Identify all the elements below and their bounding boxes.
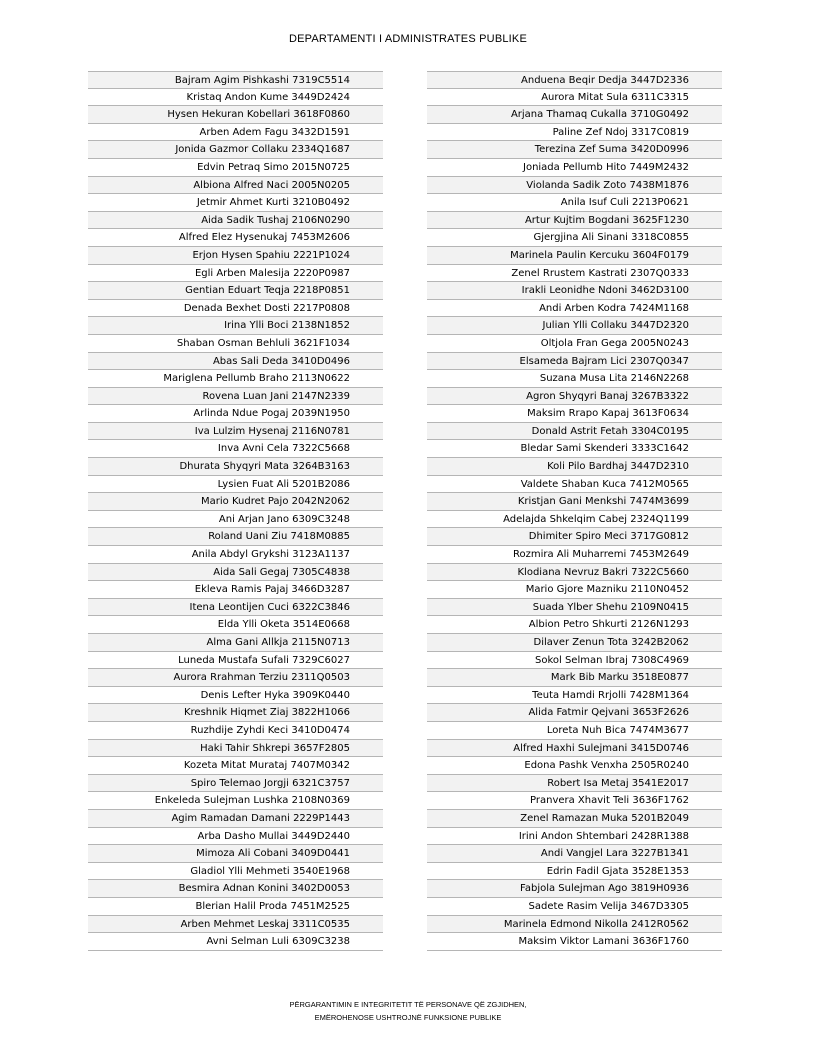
list-item: Ani Arjan Jano 6309C3248 — [88, 511, 383, 529]
list-item: Gladiol Ylli Mehmeti 3540E1968 — [88, 863, 383, 881]
document-footer — [0, 998, 816, 1024]
list-item: Arlinda Ndue Pogaj 2039N1950 — [88, 405, 383, 423]
list-item: Robert Isa Metaj 3541E2017 — [427, 775, 722, 793]
list-item: Rovena Luan Jani 2147N2339 — [88, 388, 383, 406]
list-item: Gentian Eduart Teqja 2218P0851 — [88, 282, 383, 300]
list-item: Mariglena Pellumb Braho 2113N0622 — [88, 370, 383, 388]
list-item: Anduena Beqir Dedja 3447D2336 — [427, 71, 722, 89]
list-item: Julian Ylli Collaku 3447D2320 — [427, 317, 722, 335]
list-item: Denada Bexhet Dosti 2217P0808 — [88, 300, 383, 318]
list-item: Mark Bib Marku 3518E0877 — [427, 669, 722, 687]
list-item: Alida Fatmir Qejvani 3653F2626 — [427, 704, 722, 722]
list-item: Haki Tahir Shkrepi 3657F2805 — [88, 740, 383, 758]
list-item: Arba Dasho Mullai 3449D2440 — [88, 828, 383, 846]
list-item: Inva Avni Cela 7322C5668 — [88, 440, 383, 458]
list-item: Kristjan Gani Menkshi 7474M3699 — [427, 493, 722, 511]
list-item: Itena Leontijen Cuci 6322C3846 — [88, 599, 383, 617]
list-item: Zenel Ramazan Muka 5201B2049 — [427, 810, 722, 828]
list-item: Edona Pashk Venxha 2505R0240 — [427, 757, 722, 775]
list-item: Teuta Hamdi Rrjolli 7428M1364 — [427, 687, 722, 705]
list-item: Maksim Viktor Lamani 3636F1760 — [427, 933, 722, 951]
list-item: Elsameda Bajram Lici 2307Q0347 — [427, 353, 722, 371]
list-item: Elda Ylli Oketa 3514E0668 — [88, 616, 383, 634]
list-item: Aurora Rrahman Terziu 2311Q0503 — [88, 669, 383, 687]
list-item: Andi Vangjel Lara 3227B1341 — [427, 845, 722, 863]
list-item: Enkeleda Sulejman Lushka 2108N0369 — [88, 792, 383, 810]
list-item: Marinela Paulin Kercuku 3604F0179 — [427, 247, 722, 265]
list-item: Egli Arben Malesija 2220P0987 — [88, 265, 383, 283]
list-item: Loreta Nuh Bica 7474M3677 — [427, 722, 722, 740]
list-item: Lysien Fuat Ali 5201B2086 — [88, 476, 383, 494]
list-item: Bajram Agim Pishkashi 7319C5514 — [88, 71, 383, 89]
list-item: Pranvera Xhavit Teli 3636F1762 — [427, 792, 722, 810]
list-item: Kozeta Mitat Murataj 7407M0342 — [88, 757, 383, 775]
list-item: Avni Selman Luli 6309C3238 — [88, 933, 383, 951]
right-name-list — [427, 71, 722, 951]
list-item: Artur Kujtim Bogdani 3625F1230 — [427, 212, 722, 230]
list-item: Zenel Rrustem Kastrati 2307Q0333 — [427, 265, 722, 283]
list-item: Arben Adem Fagu 3432D1591 — [88, 124, 383, 142]
list-item: Luneda Mustafa Sufali 7329C6027 — [88, 652, 383, 670]
list-item: Irina Ylli Boci 2138N1852 — [88, 317, 383, 335]
list-item: Kreshnik Hiqmet Ziaj 3822H1066 — [88, 704, 383, 722]
document-title: DEPARTAMENTI I ADMINISTRATES PUBLIKE — [288, 33, 528, 45]
list-item: Dhurata Shyqyri Mata 3264B3163 — [88, 458, 383, 476]
list-item: Spiro Telemao Jorgji 6321C3757 — [88, 775, 383, 793]
list-item: Aida Sadik Tushaj 2106N0290 — [88, 212, 383, 230]
list-item: Dhimiter Spiro Meci 3717G0812 — [427, 528, 722, 546]
list-item: Arjana Thamaq Cukalla 3710G0492 — [427, 106, 722, 124]
list-item: Alfred Haxhi Sulejmani 3415D0746 — [427, 740, 722, 758]
list-item: Abas Sali Deda 3410D0496 — [88, 353, 383, 371]
list-item: Aida Sali Gegaj 7305C4838 — [88, 564, 383, 582]
left-name-list — [88, 71, 383, 951]
list-item: Besmira Adnan Konini 3402D0053 — [88, 880, 383, 898]
list-item: Suzana Musa Lita 2146N2268 — [427, 370, 722, 388]
list-item: Albiona Alfred Naci 2005N0205 — [88, 177, 383, 195]
list-item: Irakli Leonidhe Ndoni 3462D3100 — [427, 282, 722, 300]
list-item: Denis Lefter Hyka 3909K0440 — [88, 687, 383, 705]
list-item: Blerian Halil Proda 7451M2525 — [88, 898, 383, 916]
list-item: Jonida Gazmor Collaku 2334Q1687 — [88, 141, 383, 159]
list-item: Agron Shyqyri Banaj 3267B3322 — [427, 388, 722, 406]
list-item: Shaban Osman Behluli 3621F1034 — [88, 335, 383, 353]
list-item: Kristaq Andon Kume 3449D2424 — [88, 89, 383, 107]
list-item: Sokol Selman Ibraj 7308C4969 — [427, 652, 722, 670]
list-item: Edrin Fadil Gjata 3528E1353 — [427, 863, 722, 881]
list-item: Oltjola Fran Gega 2005N0243 — [427, 335, 722, 353]
list-item: Violanda Sadik Zoto 7438M1876 — [427, 177, 722, 195]
list-item: Terezina Zef Suma 3420D0996 — [427, 141, 722, 159]
list-item: Mario Gjore Mazniku 2110N0452 — [427, 581, 722, 599]
list-item: Irini Andon Shtembari 2428R1388 — [427, 828, 722, 846]
list-item: Anila Isuf Culi 2213P0621 — [427, 194, 722, 212]
list-item: Andi Arben Kodra 7424M1168 — [427, 300, 722, 318]
list-item: Koli Pilo Bardhaj 3447D2310 — [427, 458, 722, 476]
footer-line-1: PËRGARANTIMIN E INTEGRITETIT TË PERSONAVE QË ZGJIDHEN, — [289, 1000, 527, 1009]
list-item: Agim Ramadan Damani 2229P1443 — [88, 810, 383, 828]
list-item: Mario Kudret Pajo 2042N2062 — [88, 493, 383, 511]
list-item: Erjon Hysen Spahiu 2221P1024 — [88, 247, 383, 265]
list-item: Roland Uani Ziu 7418M0885 — [88, 528, 383, 546]
list-item: Marinela Edmond Nikolla 2412R0562 — [427, 916, 722, 934]
list-item: Hysen Hekuran Kobellari 3618F0860 — [88, 106, 383, 124]
list-item: Gjergjina Ali Sinani 3318C0855 — [427, 229, 722, 247]
list-item: Paline Zef Ndoj 3317C0819 — [427, 124, 722, 142]
list-item: Maksim Rrapo Kapaj 3613F0634 — [427, 405, 722, 423]
list-item: Jetmir Ahmet Kurti 3210B0492 — [88, 194, 383, 212]
list-item: Arben Mehmet Leskaj 3311C0535 — [88, 916, 383, 934]
list-item: Donald Astrit Fetah 3304C0195 — [427, 423, 722, 441]
list-item: Klodiana Nevruz Bakri 7322C5660 — [427, 564, 722, 582]
list-item: Ruzhdije Zyhdi Keci 3410D0474 — [88, 722, 383, 740]
list-item: Suada Ylber Shehu 2109N0415 — [427, 599, 722, 617]
list-item: Anila Abdyl Grykshi 3123A1137 — [88, 546, 383, 564]
list-item: Alfred Elez Hysenukaj 7453M2606 — [88, 229, 383, 247]
list-item: Joniada Pellumb Hito 7449M2432 — [427, 159, 722, 177]
list-item: Dilaver Zenun Tota 3242B2062 — [427, 634, 722, 652]
list-item: Sadete Rasim Velija 3467D3305 — [427, 898, 722, 916]
footer-line-2: EMËROHENOSE USHTROJNË FUNKSIONE PUBLIKE — [314, 1013, 502, 1022]
list-item: Fabjola Sulejman Ago 3819H0936 — [427, 880, 722, 898]
list-item: Bledar Sami Skenderi 3333C1642 — [427, 440, 722, 458]
list-item: Edvin Petraq Simo 2015N0725 — [88, 159, 383, 177]
list-item: Rozmira Ali Muharremi 7453M2649 — [427, 546, 722, 564]
list-item: Adelajda Shkelqim Cabej 2324Q1199 — [427, 511, 722, 529]
list-item: Alma Gani Allkja 2115N0713 — [88, 634, 383, 652]
list-item: Valdete Shaban Kuca 7412M0565 — [427, 476, 722, 494]
list-item: Aurora Mitat Sula 6311C3315 — [427, 89, 722, 107]
list-item: Albion Petro Shkurti 2126N1293 — [427, 616, 722, 634]
list-item: Iva Lulzim Hysenaj 2116N0781 — [88, 423, 383, 441]
list-item: Mimoza Ali Cobani 3409D0441 — [88, 845, 383, 863]
list-item: Ekleva Ramis Pajaj 3466D3287 — [88, 581, 383, 599]
